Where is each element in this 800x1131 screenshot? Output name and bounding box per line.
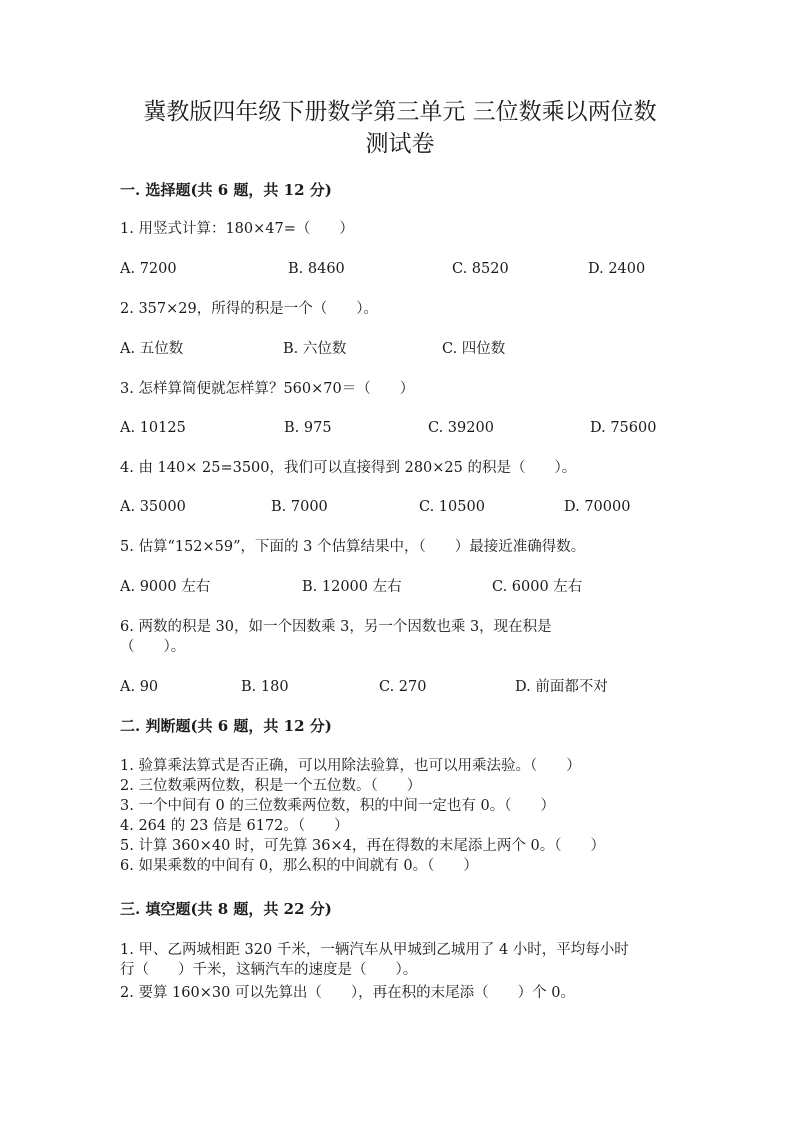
- q3-option-a: A. 10125: [120, 420, 186, 436]
- q4-option-c: C. 10500: [419, 499, 485, 515]
- fill-item-1-continued: 行（ ）千米，这辆汽车的速度是（ ）。: [120, 962, 418, 978]
- section-heading-fill-blank: 三. 填空题(共 8 题，共 22 分): [120, 900, 332, 918]
- exam-title-line2: 测试卷: [365, 131, 435, 157]
- q2-option-a: A. 五位数: [120, 341, 184, 357]
- q3-option-d: D. 75600: [590, 420, 657, 436]
- question-3: 3. 怎样算简便就怎样算？560×70＝（ ）: [120, 381, 415, 397]
- q3-option-b: B. 975: [284, 420, 332, 436]
- exam-title-line1: 冀教版四年级下册数学第三单元 三位数乘以两位数: [143, 99, 657, 125]
- fill-item-1: 1. 甲、乙两城相距 320 千米，一辆汽车从甲城到乙城用了 4 小时，平均每小时: [120, 942, 629, 958]
- q6-option-b: B. 180: [241, 679, 289, 695]
- judgment-item-2: 2. 三位数乘两位数，积是一个五位数。（ ）: [120, 778, 422, 794]
- q4-option-a: A. 35000: [120, 499, 186, 515]
- question-6-continued: （ ）。: [120, 639, 186, 655]
- section-heading-choice: 一. 选择题(共 6 题，共 12 分): [120, 181, 332, 199]
- q1-option-d: D. 2400: [588, 261, 646, 277]
- question-5: 5. 估算“152×59”，下面的 3 个估算结果中，（ ）最接近准确得数。: [120, 539, 586, 555]
- q4-option-b: B. 7000: [271, 499, 328, 515]
- judgment-item-5: 5. 计算 360×40 时，可先算 36×4，再在得数的末尾添上两个 0。（ ）: [120, 838, 605, 854]
- q5-option-a: A. 9000 左右: [120, 579, 211, 595]
- question-2: 2. 357×29，所得的积是一个（ ）。: [120, 301, 378, 317]
- question-4: 4. 由 140× 25=3500，我们可以直接得到 280×25 的积是（ ）。: [120, 460, 577, 476]
- judgment-item-3: 3. 一个中间有 0 的三位数乘两位数，积的中间一定也有 0。（ ）: [120, 798, 555, 814]
- q6-option-d: D. 前面都不对: [515, 679, 608, 695]
- question-1: 1. 用竖式计算：180×47=（ ）: [120, 221, 354, 237]
- question-6: 6. 两数的积是 30，如一个因数乘 3，另一个因数也乘 3，现在积是: [120, 619, 552, 635]
- judgment-item-4: 4. 264 的 23 倍是 6172。（ ）: [120, 818, 349, 834]
- q2-option-b: B. 六位数: [283, 341, 347, 357]
- q6-option-c: C. 270: [379, 679, 427, 695]
- q4-option-d: D. 70000: [564, 499, 631, 515]
- fill-item-2: 2. 要算 160×30 可以先算出（ ），再在积的末尾添（ ）个 0。: [120, 985, 576, 1001]
- section-heading-judgment: 二. 判断题(共 6 题，共 12 分): [120, 717, 332, 735]
- q6-option-a: A. 90: [120, 679, 159, 695]
- judgment-item-6: 6. 如果乘数的中间有 0，那么积的中间就有 0。（ ）: [120, 858, 478, 874]
- q3-option-c: C. 39200: [428, 420, 494, 436]
- q1-option-b: B. 8460: [288, 261, 345, 277]
- q2-option-c: C. 四位数: [442, 341, 506, 357]
- q1-option-a: A. 7200: [120, 261, 177, 277]
- q5-option-c: C. 6000 左右: [492, 579, 583, 595]
- q1-option-c: C. 8520: [452, 261, 509, 277]
- judgment-item-1: 1. 验算乘法算式是否正确，可以用除法验算，也可以用乘法验。（ ）: [120, 758, 581, 774]
- q5-option-b: B. 12000 左右: [302, 579, 402, 595]
